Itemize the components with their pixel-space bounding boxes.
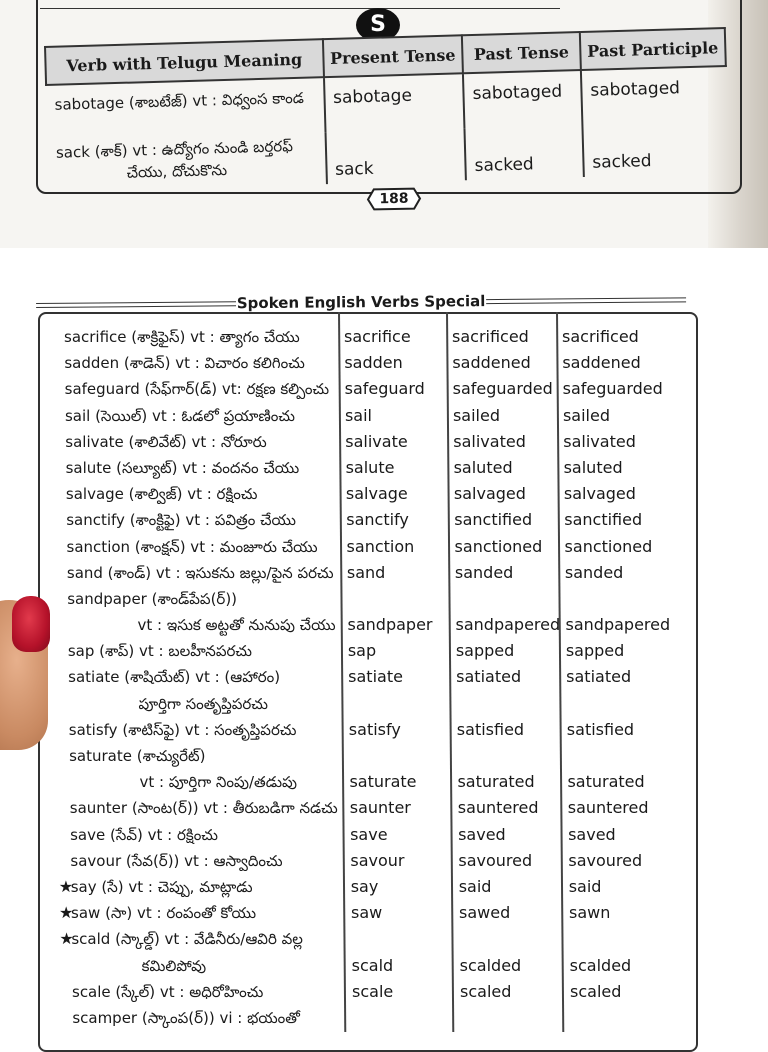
verb-meaning: saw (సా) vt : రంపంతో కోయు bbox=[71, 904, 257, 923]
table-row bbox=[0, 900, 768, 926]
verb-meaning-line2: చేయు, దోచుకొను bbox=[126, 160, 228, 182]
verb-meaning: scale (స్కేల్) vt : అధిరోహించు bbox=[72, 982, 264, 1001]
past-tense: salvaged bbox=[453, 484, 526, 504]
verb-table-top bbox=[44, 27, 730, 192]
present-tense: salute bbox=[345, 457, 395, 477]
past-participle: scaled bbox=[570, 981, 622, 1001]
table-row bbox=[0, 822, 768, 848]
table-row bbox=[0, 612, 768, 638]
verb-meaning: sandpaper (శాండ్‌పేప(ర్)) bbox=[67, 589, 238, 608]
verb-meaning: scald (స్కాల్డ్) vt : వేడినీరు/ఆవిరి వల్ల bbox=[71, 930, 303, 949]
past-participle: saddened bbox=[562, 353, 641, 373]
table-row bbox=[0, 534, 768, 560]
table-row bbox=[0, 691, 768, 717]
table-row bbox=[0, 586, 768, 612]
table-row bbox=[0, 874, 768, 900]
present-tense: safeguard bbox=[344, 379, 425, 399]
table-row bbox=[0, 376, 768, 402]
past-tense: sanded bbox=[454, 562, 514, 582]
table-row bbox=[0, 324, 768, 350]
past-participle: sacrificed bbox=[562, 327, 639, 346]
present-tense: satisfy bbox=[348, 719, 401, 739]
present-tense: say bbox=[350, 876, 379, 896]
page-number: 188 bbox=[379, 190, 409, 208]
table-row bbox=[0, 953, 768, 979]
verb-meaning: sanction (శాంక్షన్) vt : మంజూరు చేయు bbox=[66, 537, 318, 556]
header-rule-right bbox=[486, 297, 686, 300]
table-row bbox=[0, 638, 768, 664]
header-present-tense: Present Tense bbox=[322, 35, 463, 77]
past-participle: saluted bbox=[563, 457, 623, 477]
present-tense: sanctify bbox=[346, 510, 409, 530]
fingernail-photo bbox=[12, 596, 50, 652]
past-participle: salivated bbox=[563, 431, 636, 451]
past-tense: safeguarded bbox=[452, 379, 553, 399]
past-tense: scaled bbox=[460, 981, 512, 1001]
star-icon: ★ bbox=[59, 903, 74, 923]
past-participle: satiated bbox=[566, 667, 632, 687]
present-tense: satiate bbox=[348, 667, 403, 687]
table-row bbox=[0, 350, 768, 376]
present-tense: salvage bbox=[345, 484, 408, 504]
star-icon: ★ bbox=[59, 929, 74, 949]
past-tense: saved bbox=[458, 824, 506, 844]
past-tense: sacrificed bbox=[452, 327, 529, 346]
verb-meaning: satisfy (శాటిస్‌ఫై) vt : సంతృప్తిపరచు bbox=[68, 720, 297, 739]
past-tense: sawed bbox=[459, 903, 511, 923]
present-tense: saturate bbox=[349, 772, 417, 792]
table-row bbox=[0, 717, 768, 743]
present-tense: sail bbox=[344, 405, 372, 425]
present-tense: sadden bbox=[344, 353, 403, 373]
section-letter-badge: S bbox=[356, 8, 400, 42]
verb-meaning: vt : పూర్తిగా నింపు/తడుపు bbox=[139, 773, 297, 792]
verb-meaning: say (సే) vt : చెప్పు, మాట్లాడు bbox=[70, 877, 253, 896]
header-past-tense: Past Tense bbox=[462, 32, 581, 73]
verb-meaning: safeguard (సేఫ్‌గార్(డ్) vt: రక్షణ కల్పించు bbox=[64, 380, 330, 399]
verb-meaning: saunter (సాంట(ర్)) vt : తీరుబడిగా నడచు bbox=[69, 799, 338, 818]
page-header-title: Spoken English Verbs Special bbox=[236, 290, 486, 314]
past-tense: sabotaged bbox=[463, 70, 582, 128]
past-participle: safeguarded bbox=[562, 379, 663, 399]
present-tense: scald bbox=[351, 955, 394, 975]
past-tense: scalded bbox=[459, 955, 522, 975]
verb-meaning: savour (సేవ(ర్)) vt : ఆస్వాదించు bbox=[70, 851, 283, 870]
past-participle: said bbox=[568, 876, 602, 896]
table-row bbox=[0, 926, 768, 952]
verb-meaning: save (సేవ్) vt : రక్షించు bbox=[70, 825, 218, 844]
header-rule-left-2 bbox=[36, 305, 236, 308]
present-tense: saw bbox=[351, 903, 383, 923]
past-participle: sailed bbox=[562, 405, 610, 425]
past-tense: savoured bbox=[458, 850, 533, 870]
header-past-participle: Past Participle bbox=[580, 28, 726, 70]
past-tense: sandpapered bbox=[455, 615, 561, 635]
verb-meaning: sand (శాండ్) vt : ఇసుకను జల్లు/పైన పరచు bbox=[66, 563, 334, 582]
past-tense: sacked bbox=[465, 125, 584, 180]
past-participle: sacked bbox=[582, 121, 728, 177]
verb-meaning: కమిలిపోవు bbox=[141, 956, 207, 975]
present-tense: scale bbox=[352, 981, 394, 1001]
page-number-badge bbox=[366, 187, 422, 212]
past-participle: salvaged bbox=[563, 484, 636, 504]
table-row bbox=[0, 664, 768, 690]
past-tense: saddened bbox=[452, 353, 531, 373]
past-participle: sauntered bbox=[567, 798, 649, 818]
table-row bbox=[0, 429, 768, 455]
verb-meaning: sap (శాప్) vt : బలహీనపరచు bbox=[67, 642, 252, 661]
present-tense: salivate bbox=[345, 431, 408, 451]
present-tense: sandpaper bbox=[347, 615, 433, 635]
verb-meaning: sanctify (శాంక్టిఫై) vt : పవిత్రం చేయు bbox=[66, 511, 296, 530]
past-participle: saved bbox=[568, 824, 616, 844]
header-rule-right-2 bbox=[486, 301, 686, 304]
past-participle: sanded bbox=[564, 562, 624, 582]
bottom-page bbox=[0, 290, 768, 1027]
present-tense: save bbox=[350, 824, 388, 844]
present-tense: sabotage bbox=[324, 73, 465, 132]
table-row bbox=[0, 455, 768, 481]
past-tense: satiated bbox=[456, 667, 522, 687]
past-participle: scalded bbox=[569, 955, 632, 975]
present-tense: sanction bbox=[346, 536, 415, 556]
verb-meaning: salivate (శాలివేట్) vt : నోరూరు bbox=[65, 432, 267, 451]
table-row bbox=[0, 743, 768, 769]
verb-meaning: scamper (స్కాంప(ర్)) vi : భయంతో bbox=[72, 1008, 300, 1027]
past-participle: sandpapered bbox=[565, 615, 671, 635]
past-tense: said bbox=[458, 876, 492, 896]
star-icon: ★ bbox=[58, 876, 74, 896]
past-tense: sailed bbox=[452, 405, 500, 425]
past-tense: sanctified bbox=[454, 510, 533, 530]
verb-meaning: sadden (శాడెన్) vt : విచారం కలిగించు bbox=[64, 354, 305, 373]
past-participle: saturated bbox=[567, 772, 645, 792]
past-tense: saluted bbox=[453, 457, 513, 477]
past-participle: satisfied bbox=[566, 719, 635, 739]
present-tense: sand bbox=[346, 562, 386, 582]
verb-meaning: salute (సల్యూట్) vt : వందనం చేయు bbox=[65, 458, 300, 477]
past-tense: salivated bbox=[453, 431, 526, 451]
table-row bbox=[0, 507, 768, 533]
past-participle: savoured bbox=[568, 850, 643, 870]
table-row bbox=[0, 979, 768, 1005]
past-participle: sabotaged bbox=[581, 66, 728, 125]
past-participle: sanctified bbox=[564, 510, 643, 530]
verb-meaning: sail (సెయిల్) vt : ఓడలో ప్రయాణించు bbox=[64, 406, 295, 425]
past-tense: sauntered bbox=[457, 798, 539, 818]
header-verb-meaning: Verb with Telugu Meaning bbox=[45, 39, 324, 85]
header-rule-left bbox=[36, 301, 236, 304]
table-row bbox=[0, 1005, 768, 1031]
table-row bbox=[0, 481, 768, 507]
table-row bbox=[0, 795, 768, 821]
verb-list bbox=[0, 324, 768, 1031]
past-tense: saturated bbox=[457, 772, 535, 792]
verb-meaning: salvage (శాల్విజ్) vt : రక్షించు bbox=[65, 485, 258, 504]
past-participle: sawn bbox=[569, 903, 611, 923]
past-tense: satisfied bbox=[456, 719, 525, 739]
present-tense: savour bbox=[350, 850, 405, 870]
verb-meaning bbox=[48, 132, 327, 192]
verb-meaning: sacrifice (శాక్రిఫైస్) vt : త్యాగం చేయు bbox=[64, 328, 300, 346]
verb-meaning: sabotage (శాబటేజ్) vt : విధ్వంస కాండ bbox=[54, 88, 305, 114]
past-participle: sapped bbox=[565, 641, 625, 661]
verb-meaning: satiate (శాషియేట్) vt : (ఆహారం) bbox=[68, 668, 281, 687]
verb-meaning: saturate (శాచ్యురేట్) bbox=[69, 747, 206, 765]
table-row bbox=[0, 769, 768, 795]
past-tense: sanctioned bbox=[454, 536, 543, 556]
table-row bbox=[0, 560, 768, 586]
top-page bbox=[0, 0, 768, 248]
present-tense: saunter bbox=[349, 798, 411, 818]
table-row bbox=[0, 848, 768, 874]
past-participle: sanctioned bbox=[564, 536, 653, 556]
table-row bbox=[0, 403, 768, 429]
present-tense: sacrifice bbox=[344, 327, 411, 346]
verb-meaning: పూర్తిగా సంతృప్తిపరచు bbox=[138, 694, 268, 713]
past-tense: sapped bbox=[455, 641, 515, 661]
present-tense: sack bbox=[325, 128, 466, 184]
verb-meaning: vt : ఇసుక అట్టతో నునుపు చేయు bbox=[137, 616, 336, 635]
verb-meaning-line1: sack (శాక్) vt : ఉద్యోగం నుండి బర్తరఫ్ bbox=[55, 137, 294, 162]
present-tense: sap bbox=[347, 641, 377, 661]
